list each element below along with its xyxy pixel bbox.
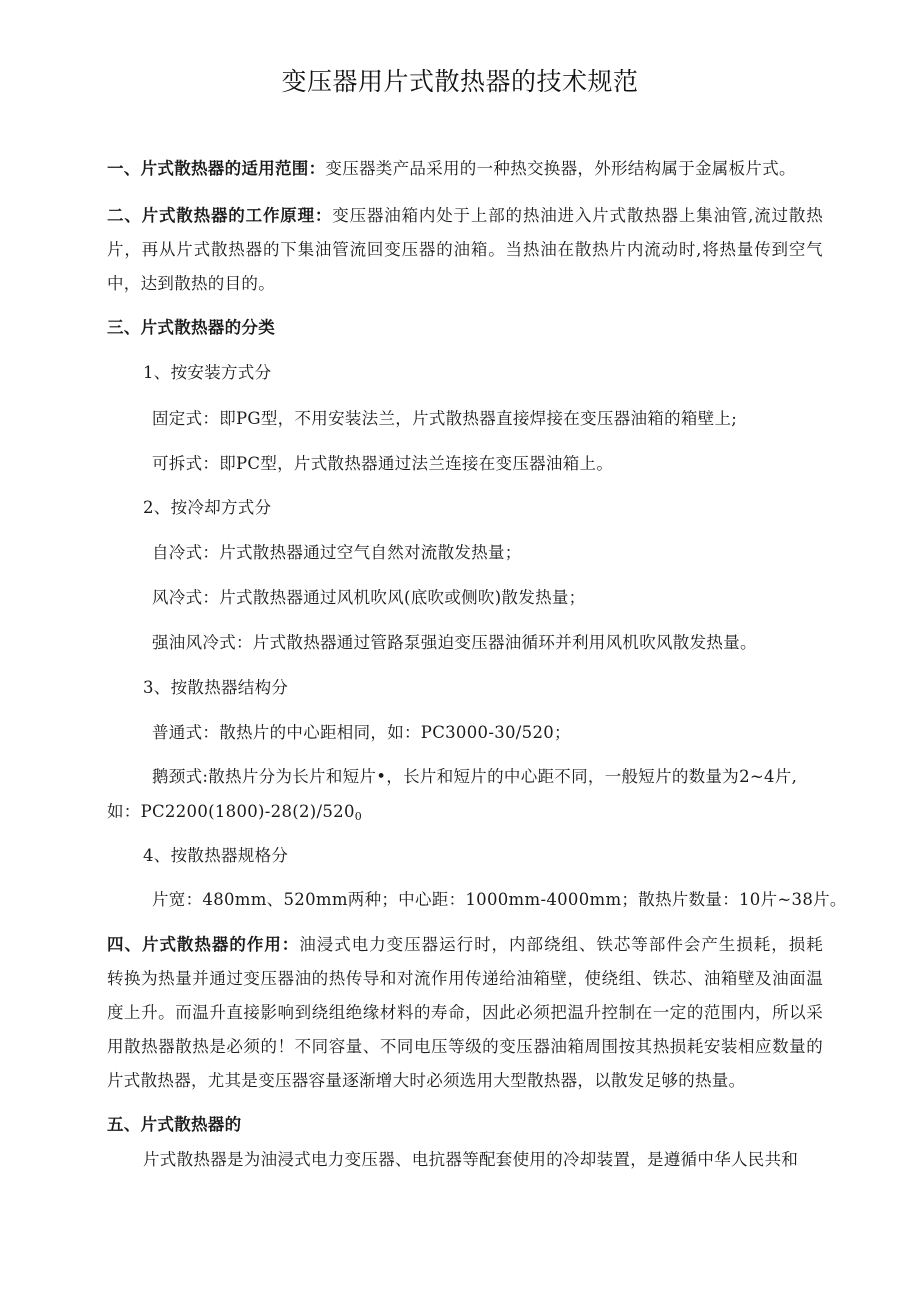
section-2-line-3: 中，达到散热的目的。 xyxy=(107,274,275,293)
category-3-normal: 普通式：散热片的中心距相同，如：PC3000-30/520； xyxy=(152,723,571,742)
section-2-text-1: 变压器油箱内处于上部的热油进入片式散热器上集油管,流过散热 xyxy=(332,206,823,225)
section-2-heading: 二、片式散热器的工作原理： xyxy=(107,206,333,225)
section-2-line-2: 片，再从片式散热器的下集油管流回变压器的油箱。当热油在散热片内流动时,将热量传到空气 xyxy=(107,240,823,259)
section-4-line-4: 用散热器散热是必须的！不同容量、不同电压等级的变压器油箱周围按其热损耗安装相应数量的 xyxy=(107,1037,823,1056)
category-1-fixed: 固定式：即PG型，不用安装法兰，片式散热器直接焊接在变压器油箱的箱壁上; xyxy=(152,409,738,428)
section-1-text: 变压器类产品采用的一种热交换器，外形结构属于金属板片式。 xyxy=(325,159,796,178)
section-4-line-1 xyxy=(107,935,823,955)
section-4-text-1: 油浸式电力变压器运行时，内部绕组、铁芯等部件会产生损耗，损耗 xyxy=(299,935,823,954)
category-3-gooseneck-line-2 xyxy=(107,802,823,827)
category-4-spec: 片宽：480mm、520mm两种；中心距：1000mm-4000mm；散热片数量：10片~38片。 xyxy=(152,890,847,909)
section-5-line-1: 片式散热器是为油浸式电力变压器、电抗器等配套使用的冷却装置，是遵循中华人民共和 xyxy=(143,1150,799,1169)
category-2-title: 2、按冷却方式分 xyxy=(143,498,272,517)
document-title: 变压器用片式散热器的技术规范 xyxy=(281,67,639,96)
category-2-air-cooled: 风冷式：片式散热器通过风机吹风(底吹或侧吹)散发热量； xyxy=(152,588,586,607)
category-3-title: 3、按散热器结构分 xyxy=(143,678,289,697)
category-2-forced-oil: 强油风冷式：片式散热器通过管路泵强迫变压器油循环并利用风机吹风散发热量。 xyxy=(152,633,757,652)
section-5-heading: 五、片式散热器的 xyxy=(107,1115,242,1134)
gooseneck-example: 如：PC2200(1800)-28(2)/520 xyxy=(107,802,355,821)
category-1-title: 1、按安装方式分 xyxy=(143,363,272,382)
category-3-gooseneck-line-1: 鹅颈式:散热片分为长片和短片•，长片和短片的中心距不同，一般短片的数量为2~4片, xyxy=(152,767,798,786)
section-4-line-3: 度上升。而温升直接影响到绕组绝缘材料的寿命，因此必须把温升控制在一定的范围内，所以采 xyxy=(107,1003,823,1022)
section-1-heading: 一、片式散热器的适用范围： xyxy=(107,159,326,178)
gooseneck-example-subscript: 0 xyxy=(354,810,363,823)
category-1-detachable: 可拆式：即PC型，片式散热器通过法兰连接在变压器油箱上。 xyxy=(152,454,614,473)
category-4-title: 4、按散热器规格分 xyxy=(143,846,289,865)
section-3-heading: 三、片式散热器的分类 xyxy=(107,318,275,337)
section-2-line-1 xyxy=(107,206,823,226)
section-1-line xyxy=(107,159,823,179)
section-4-line-5: 片式散热器，尤其是变压器容量逐渐增大时必须选用大型散热器，以散发足够的热量。 xyxy=(107,1071,746,1090)
section-4-heading: 四、片式散热器的作用： xyxy=(107,935,300,954)
section-4-line-2: 转换为热量并通过变压器油的热传导和对流作用传递给油箱壁，使绕组、铁芯、油箱壁及油面温 xyxy=(107,969,823,988)
category-2-self-cooled: 自冷式：片式散热器通过空气自然对流散发热量； xyxy=(152,543,522,562)
